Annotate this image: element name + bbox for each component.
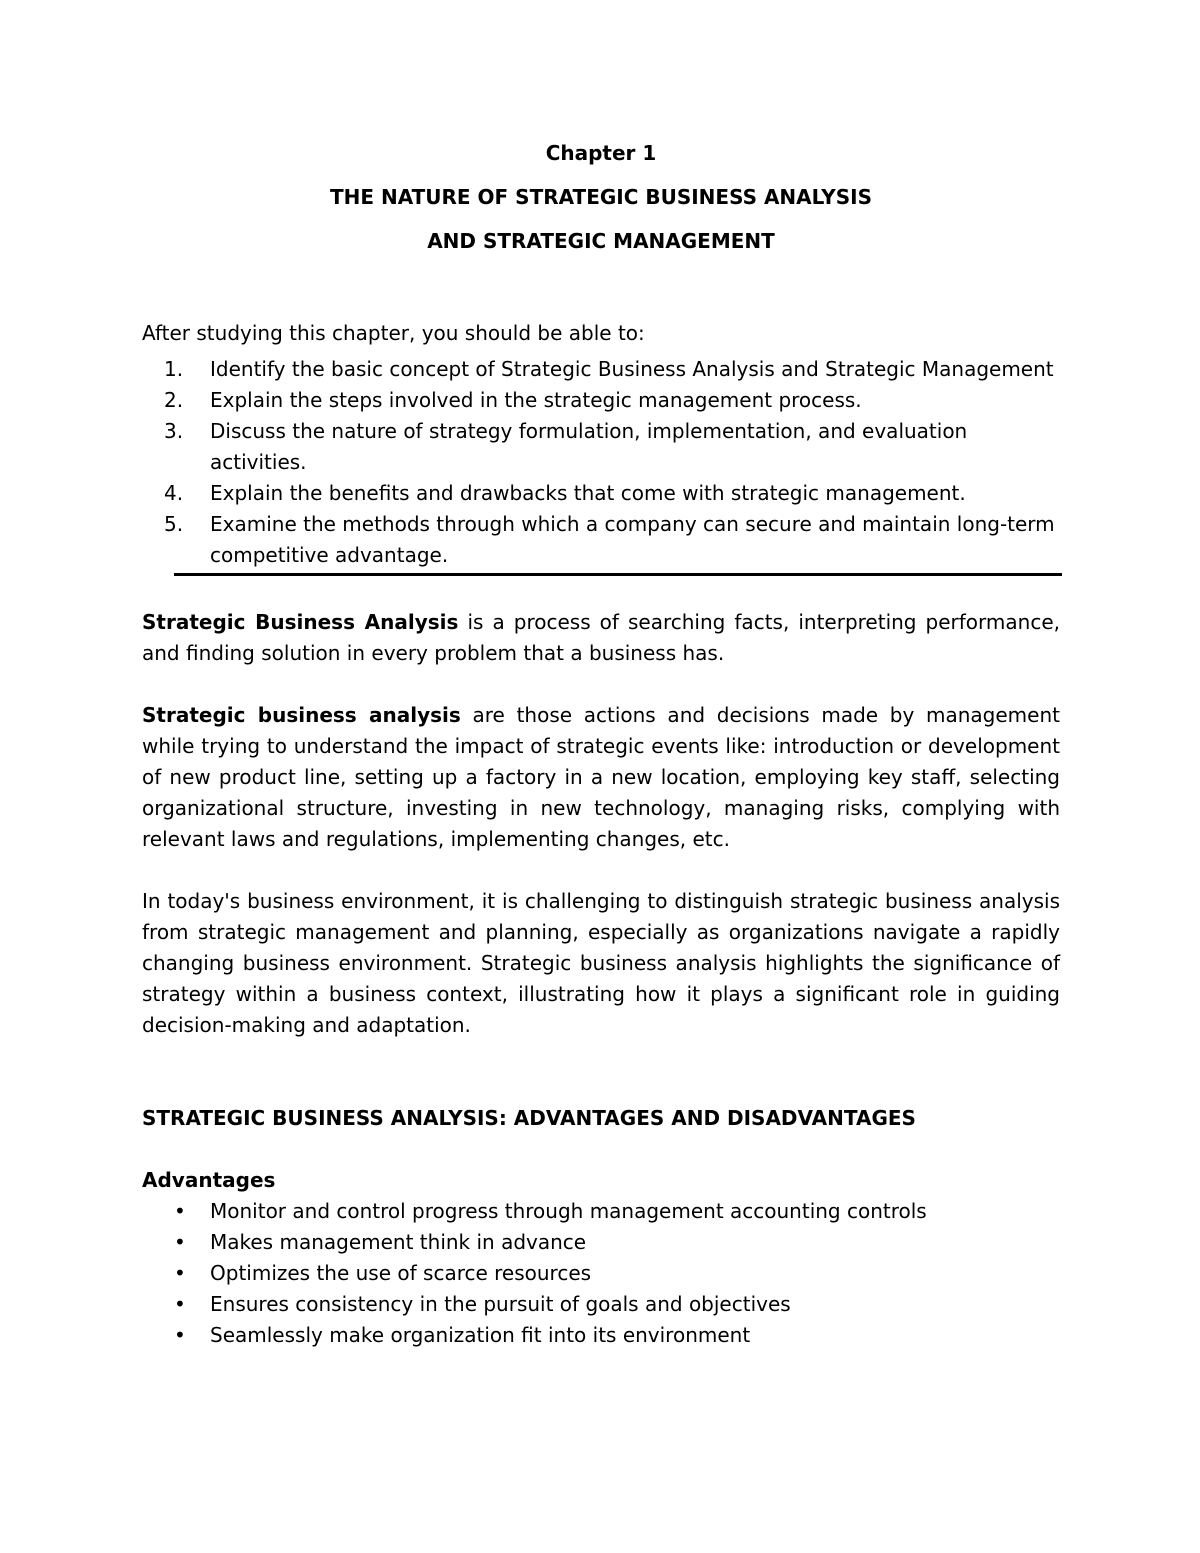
objective-number: 3.	[164, 419, 184, 443]
section-heading: STRATEGIC BUSINESS ANALYSIS: ADVANTAGES AND DISADVANTAGES	[142, 1106, 916, 1130]
bullet-icon: •	[174, 1261, 186, 1285]
objective-text: Identify the basic concept of Strategic Business Analysis and Strategic Management	[210, 357, 1054, 381]
bullet-icon: •	[174, 1199, 186, 1223]
chapter-title-block	[142, 138, 1060, 257]
list-item	[142, 1320, 1060, 1351]
horizontal-divider	[174, 573, 1062, 576]
list-item-text: Makes management think in advance	[210, 1230, 587, 1254]
objective-item	[142, 354, 1060, 385]
definition-paragraph-2	[142, 700, 1060, 855]
list-item-text: Optimizes the use of scarce resources	[210, 1261, 592, 1285]
definition-text: is a process of searching facts, interpreting performance, and finding solution in every problem that a business has.	[142, 610, 1060, 665]
chapter-title-line-2: AND STRATEGIC MANAGEMENT	[427, 229, 775, 253]
list-item	[142, 1227, 1060, 1258]
definition-text: are those actions and decisions made by management while trying to understand the impact of strategic events like: introduction or development of new product line, setting up a factory in a new location, employing key staff, selecting organizational structure, investing in new technology, managing risks, complying with relevant laws and regulations, implementing changes, etc.	[142, 703, 1060, 851]
list-item-text: Ensures consistency in the pursuit of goals and objectives	[210, 1292, 791, 1316]
objective-item	[142, 509, 1060, 571]
bullet-icon: •	[174, 1323, 186, 1347]
body-paragraph	[142, 886, 1060, 1041]
objective-text: Discuss the nature of strategy formulation, implementation, and evaluation activities.	[210, 419, 968, 474]
page-content	[142, 138, 1060, 1351]
objective-number: 4.	[164, 481, 184, 505]
defined-term: Strategic Business Analysis	[142, 610, 459, 634]
advantages-list	[142, 1196, 1060, 1351]
objective-text: Examine the methods through which a company can secure and maintain long-term competitive advantage.	[210, 512, 1055, 567]
chapter-number: Chapter 1	[545, 141, 657, 165]
list-item-text: Seamlessly make organization fit into its environment	[210, 1323, 751, 1347]
objectives-intro: After studying this chapter, you should be able to:	[142, 321, 645, 345]
objective-number: 2.	[164, 388, 184, 412]
objective-item	[142, 478, 1060, 509]
objective-text: Explain the steps involved in the strategic management process.	[210, 388, 862, 412]
list-item-text: Monitor and control progress through management accounting controls	[210, 1199, 927, 1223]
list-item	[142, 1289, 1060, 1320]
chapter-title-line-1: THE NATURE OF STRATEGIC BUSINESS ANALYSIS	[329, 185, 873, 209]
objective-number: 5.	[164, 512, 184, 536]
list-item	[142, 1196, 1060, 1227]
definition-paragraph-1	[142, 607, 1060, 669]
advantages-heading: Advantages	[142, 1168, 276, 1192]
objective-item	[142, 416, 1060, 478]
bullet-icon: •	[174, 1292, 186, 1316]
objective-number: 1.	[164, 357, 184, 381]
defined-term: Strategic business analysis	[142, 703, 461, 727]
objective-item	[142, 385, 1060, 416]
body-text: In today's business environment, it is challenging to distinguish strategic business analysis from strategic management and planning, especially as organizations navigate a rapidly changing business environment. Strategic business analysis highlights the significance of strategy within a business context, illustrating how it plays a significant role in guiding decision-making and adaptation.	[142, 889, 1060, 1037]
objectives-list	[142, 354, 1060, 571]
objective-text: Explain the benefits and drawbacks that come with strategic management.	[210, 481, 966, 505]
bullet-icon: •	[174, 1230, 186, 1254]
list-item	[142, 1258, 1060, 1289]
